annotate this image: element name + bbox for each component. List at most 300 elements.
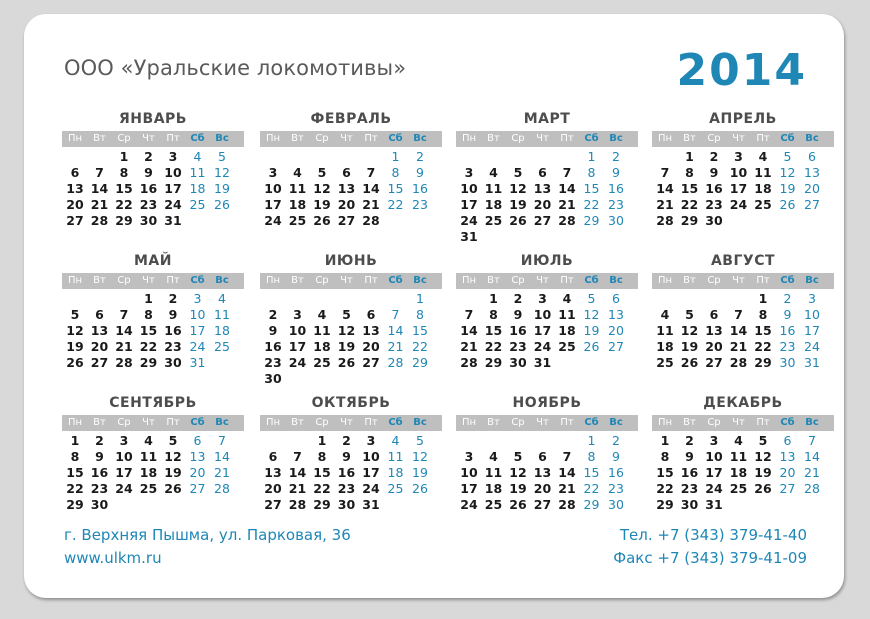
day-cell: 12 <box>779 165 796 180</box>
day-cell: 14 <box>460 323 478 338</box>
day-cell: 9 <box>783 307 792 322</box>
weekday-label: Пт <box>166 133 180 144</box>
day-cell: 8 <box>685 165 694 180</box>
weekday-label: Пт <box>756 417 770 428</box>
day-cell: 27 <box>264 497 282 512</box>
day-cell: 8 <box>758 307 768 322</box>
day-cell: 1 <box>587 433 596 448</box>
day-cell: 8 <box>119 165 129 180</box>
weekday-label: Ср <box>117 133 131 144</box>
day-cell: 15 <box>583 465 600 480</box>
day-cell: 4 <box>317 307 327 322</box>
day-cell: 3 <box>464 449 474 464</box>
day-cell: 12 <box>583 307 600 322</box>
weekday-label: Пн <box>657 133 673 144</box>
day-cell: 7 <box>562 449 572 464</box>
day-cell: 19 <box>583 323 600 338</box>
weekday-label: Вс <box>805 275 819 286</box>
weekday-label: Сб <box>780 275 795 286</box>
day-cell: 3 <box>119 433 129 448</box>
weekday-label: Вт <box>683 133 696 144</box>
day-cell: 6 <box>808 149 816 164</box>
months-grid <box>62 111 848 527</box>
day-cell: 12 <box>164 449 182 464</box>
day-cell: 30 <box>509 355 527 370</box>
day-cell: 7 <box>95 165 104 180</box>
day-cell: 4 <box>391 433 400 448</box>
day-cell: 2 <box>95 433 104 448</box>
day-cell: 4 <box>489 449 498 464</box>
weekday-label: Сб <box>584 417 599 428</box>
day-cell: 14 <box>288 465 307 480</box>
month-block <box>62 253 244 391</box>
day-cell: 28 <box>90 213 109 228</box>
day-cell: 20 <box>779 465 796 480</box>
day-cell: 3 <box>709 433 719 448</box>
day-cell: 14 <box>90 181 109 196</box>
day-cell: 1 <box>489 291 498 306</box>
day-cell: 28 <box>288 497 307 512</box>
day-cell: 6 <box>538 165 547 180</box>
day-cell: 29 <box>313 497 331 512</box>
calendar-card <box>24 14 844 598</box>
day-cell: 14 <box>362 181 380 196</box>
day-cell: 18 <box>313 339 331 354</box>
day-cell: 19 <box>337 339 356 354</box>
weekday-label: Сб <box>388 417 403 428</box>
weekday-label: Ср <box>707 417 721 428</box>
weekday-label: Вс <box>805 133 819 144</box>
day-cell: 19 <box>680 339 699 354</box>
day-cell: 30 <box>164 355 182 370</box>
day-cell: 23 <box>337 481 356 496</box>
day-cell: 6 <box>709 307 719 322</box>
day-cell: 9 <box>168 307 178 322</box>
weekday-label: Чт <box>536 275 549 286</box>
day-cell: 25 <box>214 339 230 354</box>
day-cell: 30 <box>90 497 109 512</box>
day-cell: 26 <box>754 481 772 496</box>
weekday-header <box>456 273 638 289</box>
day-cell: 10 <box>533 307 552 322</box>
weekday-label: Вс <box>413 275 427 286</box>
day-cell: 6 <box>70 165 80 180</box>
day-cell: 1 <box>317 433 327 448</box>
day-cell: 23 <box>509 339 527 354</box>
day-cell: 28 <box>362 213 380 228</box>
day-cell: 11 <box>139 449 158 464</box>
day-cell: 22 <box>484 339 503 354</box>
weekday-label: Пт <box>756 133 770 144</box>
day-cell: 22 <box>139 339 158 354</box>
day-cell: 11 <box>558 307 576 322</box>
day-cell: 18 <box>754 181 772 196</box>
day-cell: 2 <box>783 291 792 306</box>
day-cell: 30 <box>337 497 356 512</box>
day-cell: 7 <box>660 165 670 180</box>
weekday-label: Сб <box>190 275 205 286</box>
day-cell: 27 <box>533 213 552 228</box>
day-cell: 26 <box>66 355 84 370</box>
day-cell: 18 <box>288 197 307 212</box>
day-cell: 12 <box>337 323 356 338</box>
weekday-label: Вс <box>413 133 427 144</box>
day-cell: 14 <box>729 323 748 338</box>
weekday-label: Вс <box>413 417 427 428</box>
day-cell: 30 <box>705 213 723 228</box>
day-cell: 26 <box>412 481 428 496</box>
weekday-label: Сб <box>388 133 403 144</box>
day-cell: 20 <box>337 197 356 212</box>
day-cell: 24 <box>288 355 307 370</box>
day-cell: 6 <box>268 449 278 464</box>
day-cell: 18 <box>729 465 748 480</box>
day-cell: 25 <box>313 355 331 370</box>
day-cell: 19 <box>509 197 527 212</box>
day-cell: 27 <box>705 355 723 370</box>
day-cell: 15 <box>66 465 84 480</box>
company-name: ООО «Уральские локомотивы» <box>64 56 407 80</box>
weekday-label: Ср <box>511 417 525 428</box>
day-cell: 17 <box>264 197 282 212</box>
calendar-year: 2014 <box>676 45 807 96</box>
weekday-label: Ср <box>117 275 131 286</box>
day-cell: 25 <box>729 481 748 496</box>
day-cell: 28 <box>729 355 748 370</box>
day-cell: 12 <box>66 323 84 338</box>
day-cell: 24 <box>189 339 206 354</box>
weekday-label: Пн <box>461 133 477 144</box>
day-cell: 6 <box>538 449 547 464</box>
day-cell: 4 <box>758 149 768 164</box>
day-cell: 11 <box>288 181 307 196</box>
weekday-label: Чт <box>732 417 745 428</box>
weekday-label: Пт <box>166 275 180 286</box>
weekday-label: Сб <box>780 133 795 144</box>
day-cell: 15 <box>412 323 428 338</box>
day-cell: 31 <box>804 355 820 370</box>
day-cell: 5 <box>587 291 596 306</box>
day-cell: 28 <box>387 355 404 370</box>
month-name: МАРТ <box>523 111 571 127</box>
weekday-label: Вт <box>291 275 304 286</box>
day-cell: 2 <box>709 149 719 164</box>
day-cell: 11 <box>214 307 230 322</box>
day-cell: 24 <box>804 339 820 354</box>
weekday-label: Пн <box>657 417 673 428</box>
weekday-label: Пт <box>560 417 574 428</box>
day-cell: 2 <box>612 433 620 448</box>
day-cell: 7 <box>218 433 226 448</box>
day-cell: 4 <box>144 433 153 448</box>
day-cell: 5 <box>513 165 523 180</box>
month-name: АВГУСТ <box>710 253 776 269</box>
day-cell: 21 <box>558 197 576 212</box>
day-cell: 19 <box>509 481 527 496</box>
day-cell: 29 <box>139 355 158 370</box>
weekday-header <box>652 415 834 431</box>
day-cell: 11 <box>656 323 674 338</box>
day-cell: 5 <box>783 149 792 164</box>
day-cell: 7 <box>808 433 816 448</box>
day-cell: 27 <box>337 213 356 228</box>
weekday-label: Вс <box>215 417 229 428</box>
weekday-label: Вт <box>487 275 500 286</box>
day-cell: 25 <box>484 497 503 512</box>
day-cell: 20 <box>66 197 84 212</box>
weekday-label: Пн <box>265 417 281 428</box>
day-cell: 6 <box>342 165 351 180</box>
day-cell: 9 <box>612 165 620 180</box>
weekday-label: Сб <box>388 275 403 286</box>
month-block <box>652 253 834 391</box>
day-cell: 7 <box>391 307 400 322</box>
day-cell: 19 <box>313 197 331 212</box>
day-cell: 18 <box>189 181 206 196</box>
weekday-header <box>260 131 442 147</box>
day-cell: 16 <box>90 465 109 480</box>
day-cell: 23 <box>164 339 182 354</box>
day-cell: 26 <box>509 497 527 512</box>
day-cell: 31 <box>705 497 723 512</box>
day-cell: 19 <box>164 465 182 480</box>
day-cell: 22 <box>583 481 600 496</box>
day-cell: 19 <box>214 181 230 196</box>
day-cell: 12 <box>509 465 527 480</box>
day-cell: 20 <box>264 481 282 496</box>
day-cell: 16 <box>139 181 158 196</box>
month-name: ЯНВАРЬ <box>119 111 187 127</box>
day-cell: 1 <box>660 433 670 448</box>
day-cell: 25 <box>387 481 404 496</box>
day-cell: 26 <box>313 213 331 228</box>
day-cell: 13 <box>90 323 109 338</box>
day-cell: 25 <box>558 339 576 354</box>
weekday-label: Сб <box>190 133 205 144</box>
weekday-label: Вт <box>291 133 304 144</box>
day-cell: 14 <box>387 323 404 338</box>
day-cell: 20 <box>189 465 206 480</box>
day-cell: 18 <box>387 465 404 480</box>
day-cell: 9 <box>709 165 719 180</box>
month-name: ДЕКАБРЬ <box>703 395 783 411</box>
day-cell: 24 <box>533 339 552 354</box>
weekday-label: Сб <box>584 275 599 286</box>
day-cell: 13 <box>337 181 356 196</box>
day-cell: 1 <box>587 149 596 164</box>
day-cell: 8 <box>70 449 80 464</box>
day-cell: 18 <box>558 323 576 338</box>
weekday-label: Пн <box>461 417 477 428</box>
day-cell: 20 <box>608 323 624 338</box>
day-cell: 16 <box>705 181 723 196</box>
weekday-label: Пт <box>364 417 378 428</box>
day-cell: 23 <box>608 197 624 212</box>
day-cell: 24 <box>115 481 133 496</box>
company-address: г. Верхняя Пышма, ул. Парковая, 36 <box>64 526 351 544</box>
day-cell: 7 <box>293 449 302 464</box>
day-cell: 2 <box>342 433 351 448</box>
day-cell: 17 <box>362 465 380 480</box>
weekday-label: Ср <box>315 275 329 286</box>
day-cell: 28 <box>558 497 576 512</box>
day-cell: 27 <box>362 355 380 370</box>
day-cell: 12 <box>412 449 428 464</box>
day-cell: 9 <box>268 323 278 338</box>
day-cell: 20 <box>804 181 820 196</box>
day-cell: 22 <box>583 197 600 212</box>
day-cell: 3 <box>808 291 816 306</box>
day-cell: 20 <box>362 339 380 354</box>
day-cell: 8 <box>660 449 670 464</box>
day-cell: 9 <box>144 165 153 180</box>
day-cell: 27 <box>66 213 84 228</box>
day-cell: 3 <box>268 165 278 180</box>
weekday-label: Чт <box>732 275 745 286</box>
day-cell: 15 <box>313 465 331 480</box>
day-cell: 26 <box>509 213 527 228</box>
day-cell: 21 <box>804 465 820 480</box>
day-cell: 5 <box>70 307 80 322</box>
day-cell: 5 <box>685 307 694 322</box>
weekday-label: Пн <box>67 417 83 428</box>
month-block <box>260 111 442 249</box>
day-cell: 10 <box>164 165 182 180</box>
day-cell: 12 <box>754 449 772 464</box>
day-cell: 31 <box>189 355 206 370</box>
day-cell: 16 <box>412 181 428 196</box>
day-cell: 4 <box>562 291 572 306</box>
month-name: ФЕВРАЛЬ <box>310 111 392 127</box>
day-cell: 14 <box>804 449 820 464</box>
weekday-label: Чт <box>732 133 745 144</box>
day-cell: 26 <box>680 355 699 370</box>
month-name: НОЯБРЬ <box>512 395 582 411</box>
day-cell: 17 <box>533 323 552 338</box>
weekday-label: Вт <box>683 275 696 286</box>
day-cell: 16 <box>680 465 699 480</box>
weekday-header <box>62 415 244 431</box>
day-cell: 22 <box>387 197 404 212</box>
day-cell: 10 <box>460 181 478 196</box>
day-cell: 19 <box>412 465 428 480</box>
weekday-header <box>652 273 834 289</box>
day-cell: 16 <box>264 339 282 354</box>
weekday-label: Ср <box>315 133 329 144</box>
day-cell: 27 <box>608 339 624 354</box>
day-cell: 3 <box>293 307 302 322</box>
day-cell: 28 <box>460 355 478 370</box>
day-cell: 1 <box>416 291 424 306</box>
weekday-label: Пн <box>67 275 83 286</box>
day-cell: 14 <box>558 465 576 480</box>
day-cell: 18 <box>656 339 674 354</box>
day-cell: 9 <box>95 449 104 464</box>
day-cell: 9 <box>513 307 523 322</box>
day-cell: 28 <box>115 355 133 370</box>
day-cell: 4 <box>734 433 743 448</box>
day-cell: 14 <box>656 181 674 196</box>
day-cell: 10 <box>729 165 748 180</box>
weekday-label: Ср <box>511 275 525 286</box>
day-cell: 30 <box>680 497 699 512</box>
day-cell: 18 <box>484 197 503 212</box>
day-cell: 1 <box>70 433 80 448</box>
day-cell: 27 <box>533 497 552 512</box>
day-cell: 14 <box>115 323 133 338</box>
weekday-label: Сб <box>780 417 795 428</box>
day-cell: 11 <box>313 323 331 338</box>
day-cell: 21 <box>214 465 230 480</box>
weekday-label: Сб <box>190 417 205 428</box>
day-cell: 30 <box>139 213 158 228</box>
day-cell: 25 <box>288 213 307 228</box>
day-cell: 3 <box>168 149 178 164</box>
day-cell: 30 <box>608 497 624 512</box>
day-cell: 13 <box>189 449 206 464</box>
day-cell: 11 <box>484 181 503 196</box>
day-cell: 25 <box>754 197 772 212</box>
weekday-label: Чт <box>142 133 155 144</box>
day-cell: 21 <box>729 339 748 354</box>
company-phone: Тел. +7 (343) 379-41-40 <box>619 526 807 544</box>
day-cell: 17 <box>288 339 307 354</box>
day-cell: 17 <box>460 481 478 496</box>
day-cell: 1 <box>758 291 768 306</box>
weekday-label: Вт <box>487 417 500 428</box>
day-cell: 9 <box>685 449 694 464</box>
day-cell: 13 <box>264 465 282 480</box>
day-cell: 13 <box>608 307 624 322</box>
day-cell: 28 <box>214 481 230 496</box>
month-block <box>652 111 834 249</box>
day-cell: 9 <box>612 449 620 464</box>
day-cell: 29 <box>656 497 674 512</box>
day-cell: 23 <box>139 197 158 212</box>
day-cell: 15 <box>656 465 674 480</box>
weekday-label: Ср <box>707 275 721 286</box>
day-cell: 22 <box>412 339 428 354</box>
weekday-label: Вс <box>609 417 623 428</box>
day-cell: 21 <box>460 339 478 354</box>
day-cell: 25 <box>656 355 674 370</box>
day-cell: 13 <box>804 165 820 180</box>
weekday-label: Ср <box>707 133 721 144</box>
month-name: АПРЕЛЬ <box>709 111 777 127</box>
day-cell: 31 <box>533 355 552 370</box>
day-cell: 14 <box>214 449 230 464</box>
day-cell: 5 <box>168 433 178 448</box>
day-cell: 20 <box>533 197 552 212</box>
month-block <box>62 395 244 533</box>
day-cell: 4 <box>218 291 226 306</box>
day-cell: 2 <box>144 149 153 164</box>
day-cell: 10 <box>705 449 723 464</box>
day-cell: 21 <box>558 481 576 496</box>
day-cell: 1 <box>685 149 694 164</box>
day-cell: 10 <box>189 307 206 322</box>
day-cell: 21 <box>656 197 674 212</box>
weekday-label: Чт <box>340 275 353 286</box>
weekday-label: Ср <box>315 417 329 428</box>
day-cell: 28 <box>656 213 674 228</box>
day-cell: 11 <box>754 165 772 180</box>
day-cell: 3 <box>193 291 202 306</box>
day-cell: 17 <box>804 323 820 338</box>
weekday-label: Ср <box>511 133 525 144</box>
day-cell: 2 <box>268 307 278 322</box>
month-name: ИЮЛЬ <box>520 253 574 269</box>
